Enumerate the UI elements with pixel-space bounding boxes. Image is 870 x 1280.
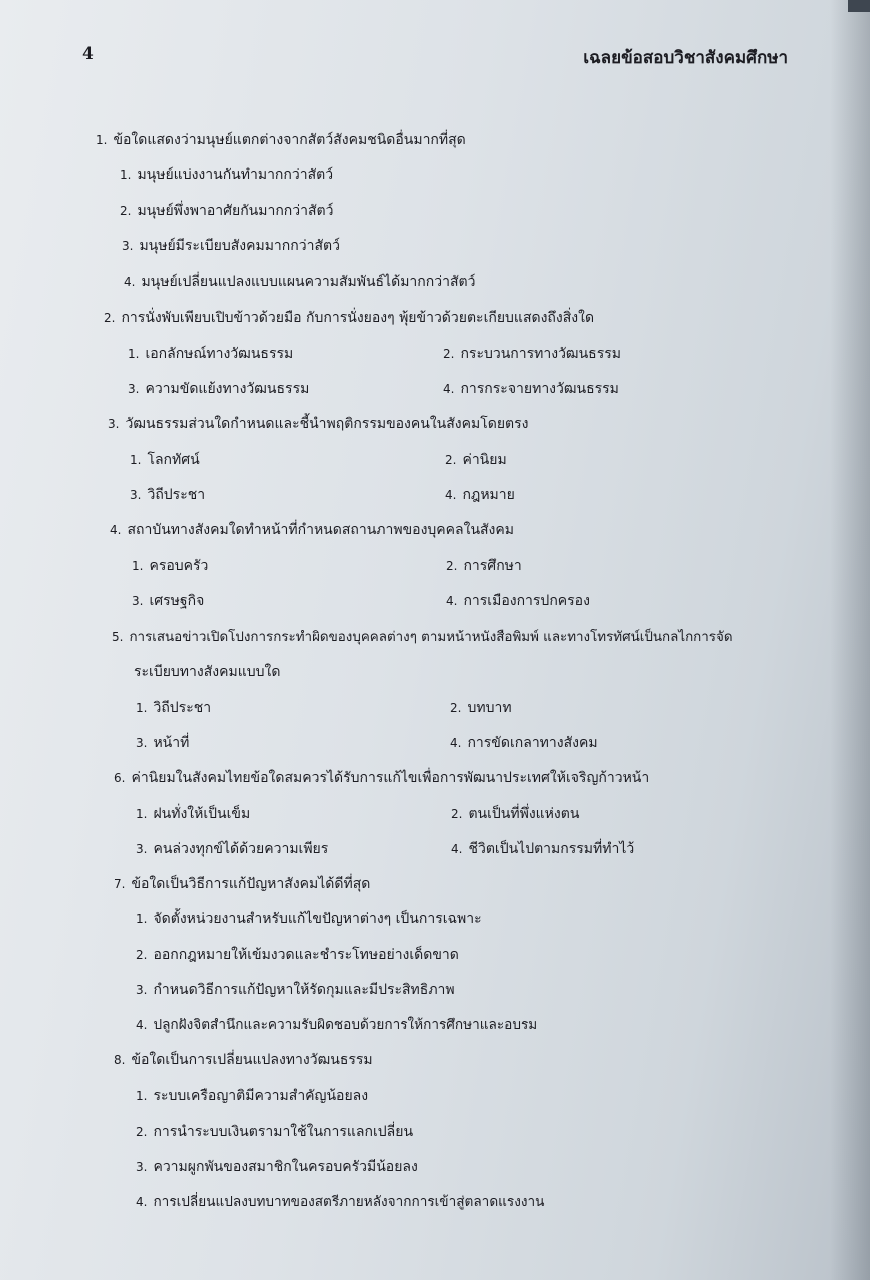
question-6: 6. ค่านิยมในสังคมไทยข้อใดสมควรได้รับการแก้ไขเพื่อการพัฒนาประเทศให้เจริญก้าวหน้า	[114, 770, 650, 786]
question-number: 1.	[96, 133, 108, 147]
option-6-4: 4. ชีวิตเป็นไปตามกรรมที่ทำไว้	[451, 841, 635, 857]
option-1-3: 3. มนุษย์มีระเบียบสังคมมากกว่าสัตว์	[122, 238, 340, 254]
option-2-4: 4. การกระจายทางวัฒนธรรม	[443, 381, 619, 397]
option-3-1: 1. โลกทัศน์	[130, 452, 200, 468]
option-5-1: 1. วิถีประชา	[136, 700, 212, 716]
option-3-4: 4. กฎหมาย	[445, 487, 515, 503]
question-8: 8. ข้อใดเป็นการเปลี่ยนแปลงทางวัฒนธรรม	[114, 1052, 373, 1068]
option-1-1: 1. มนุษย์แบ่งงานกันทำมากกว่าสัตว์	[120, 167, 334, 183]
option-8-3: 3. ความผูกพันของสมาชิกในครอบครัวมีน้อยลง	[136, 1159, 418, 1175]
option-2-2: 2. กระบวนการทางวัฒนธรรม	[443, 346, 621, 362]
option-2-1: 1. เอกลักษณ์ทางวัฒนธรรม	[128, 346, 294, 362]
option-8-4: 4. การเปลี่ยนแปลงบทบาทของสตรีภายหลังจากการเข้าสู่ตลาดแรงงาน	[136, 1194, 545, 1210]
option-7-3: 3. กำหนดวิธีการแก้ปัญหาให้รัดกุมและมีประสิทธิภาพ	[136, 982, 455, 998]
page-edge-shadow	[830, 0, 870, 1280]
option-5-4: 4. การขัดเกลาทางสังคม	[450, 735, 598, 751]
option-2-3: 3. ความขัดแย้งทางวัฒนธรรม	[128, 381, 310, 397]
option-3-2: 2. ค่านิยม	[445, 452, 507, 468]
option-7-4: 4. ปลูกฝังจิตสำนึกและความรับผิดชอบด้วยการให้การศึกษาและอบรม	[136, 1017, 538, 1033]
option-6-2: 2. ตนเป็นที่พึ่งแห่งตน	[451, 806, 580, 822]
question-5: 5. การเสนอข่าวเปิดโปงการกระทำผิดของบุคคลต่างๆ ตามหน้าหนังสือพิมพ์ และทางโทรทัศน์เป็นกลไกการจัด	[112, 630, 733, 645]
running-head-title: เฉลยข้อสอบวิชาสังคมศึกษา	[583, 48, 788, 68]
option-4-4: 4. การเมืองการปกครอง	[446, 593, 590, 609]
option-7-1: 1. จัดตั้งหน่วยงานสำหรับแก้ไขปัญหาต่างๆ เป็นการเฉพาะ	[136, 911, 482, 927]
page-number: 4	[82, 44, 94, 64]
question-1	[96, 130, 466, 150]
option-4-3: 3. เศรษฐกิจ	[132, 593, 205, 609]
option-6-3: 3. คนล่วงทุกข์ได้ด้วยความเพียร	[136, 841, 329, 857]
option-6-1: 1. ฝนทั่งให้เป็นเข็ม	[136, 806, 251, 822]
option-8-2: 2. การนำระบบเงินตรามาใช้ในการแลกเปลี่ยน	[136, 1124, 414, 1140]
question-3: 3. วัฒนธรรมส่วนใดกำหนดและชี้นำพฤติกรรมของคนในสังคมโดยตรง	[108, 416, 529, 432]
question-4: 4. สถาบันทางสังคมใดทำหน้าที่กำหนดสถานภาพของบุคคลในสังคม	[110, 522, 514, 538]
option-4-2: 2. การศึกษา	[446, 558, 522, 574]
option-5-2: 2. บทบาท	[450, 700, 512, 716]
question-text: ข้อใดแสดงว่ามนุษย์แตกต่างจากสัตว์สังคมชนิดอื่นมากที่สุด	[113, 132, 466, 148]
option-5-3: 3. หน้าที่	[136, 735, 190, 751]
option-8-1: 1. ระบบเครือญาติมีความสำคัญน้อยลง	[136, 1088, 369, 1104]
option-1-2: 2. มนุษย์พึ่งพาอาศัยกันมากกว่าสัตว์	[120, 203, 334, 219]
option-3-3: 3. วิถีประชา	[130, 487, 206, 503]
question-5-continued: ระเบียบทางสังคมแบบใด	[134, 664, 281, 680]
option-4-1: 1. ครอบครัว	[132, 558, 209, 574]
question-7: 7. ข้อใดเป็นวิธีการแก้ปัญหาสังคมได้ดีที่สุด	[114, 876, 371, 892]
option-1-4: 4. มนุษย์เปลี่ยนแปลงแบบแผนความสัมพันธ์ได้มากกว่าสัตว์	[124, 274, 476, 290]
page-corner	[848, 0, 870, 12]
option-7-2: 2. ออกกฎหมายให้เข้มงวดและชำระโทษอย่างเด็ดขาด	[136, 947, 459, 963]
question-2: 2. การนั่งพับเพียบเปิบข้าวด้วยมือ กับการนั่งยองๆ พุ้ยข้าวด้วยตะเกียบแสดงถึงสิ่งใด	[104, 310, 595, 326]
